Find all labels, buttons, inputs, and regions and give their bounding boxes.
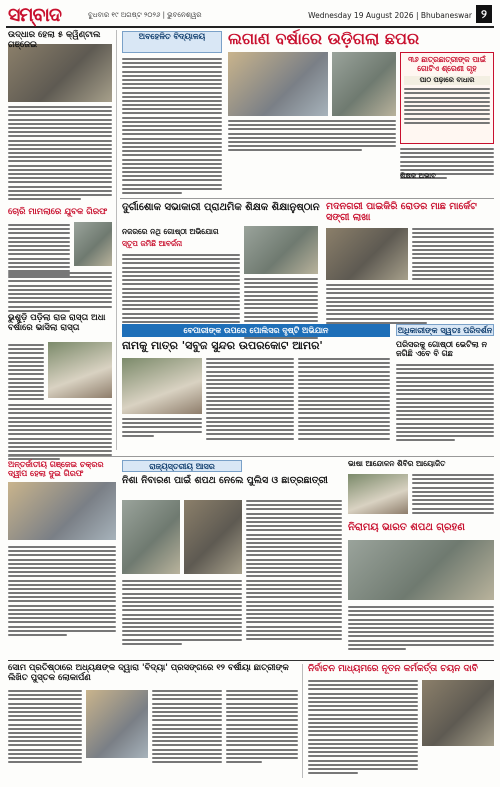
- oath-photo: [348, 540, 494, 600]
- lower-right-headline: ନିରାମୟ ଭାରତ ଶପଥ ଗ୍ରହଣ: [348, 522, 465, 533]
- camp-photo: [348, 474, 408, 514]
- page-number: ୨: [476, 5, 492, 23]
- strip-body-3: [122, 418, 202, 437]
- strip-headline: ନାମକୁ ମାତ୍ର 'ସବୁଜ ସୁନ୍ଦର ଉପରକୋଟ ଆମର': [122, 339, 323, 352]
- bottom-left-headline: ସୋମ ପ୍ରତିଷ୍ଠାରେ ଅଧ୍ୟକ୍ଷଙ୍କ ଦ୍ୱାରା 'ବିଦ୍ୟା' ପ୍ରସଙ୍ଗରେ ୧୨ ବର୍ଷୀୟା ଛାତ୍ରୀଙ୍କ ଲିଖିତ ପୁସ୍ତକ ଲୋକାର୍ପଣ: [8, 663, 289, 683]
- lead-story-body-2: [228, 120, 396, 151]
- garbage-photo: [244, 226, 318, 274]
- lead-story-body: [122, 58, 222, 194]
- bottom-left-body-3: [226, 690, 298, 763]
- section-rule-3: [8, 660, 494, 661]
- right-mid-body: [396, 364, 494, 441]
- right-top-box: [400, 52, 494, 144]
- mid-right-headline: ମଦନଗରୀ ପାଇକିରି ରୋଡର ମାଛ ମାର୍କେଟ ସଙ୍ଗୀ ଲାଖା: [326, 201, 477, 223]
- lower-center-body-2: [122, 580, 242, 645]
- section-tag: ଅବହେଳିତ ବିଦ୍ୟାଳୟ: [122, 31, 222, 53]
- mid-left-headline: ଦୁର୍ଗାଶୋକ ସଭାକାରୀ ପ୍ରାଥମିକ ଶିକ୍ଷକ ଶିକ୍ଷାନୁଷ୍ଠାନ: [122, 202, 320, 213]
- right-mid-kicker: ଅଧିକାରୀଙ୍କ ସ୍ୱତଃ ପରିଦର୍ଶନ: [397, 326, 493, 335]
- school-roof-photo-1: [228, 52, 328, 116]
- lower-right-body: [348, 606, 494, 650]
- masthead: [6, 4, 494, 28]
- collapsed-road-photo: [48, 342, 112, 398]
- left-story-2-headline: ଚୋରି ମାମଲାରେ ଯୁବକ ଗିରଫ: [8, 207, 108, 217]
- lower-center-tag: ରାଜ୍ୟସ୍ତରୀୟ ଆସର: [122, 460, 242, 472]
- left-story-2-body: [8, 224, 70, 276]
- seized-goods-photo: [8, 44, 112, 102]
- bottom-left-body-1: [8, 690, 82, 763]
- left-story-1-headline: ଉଦ୍ଧାର ହେଲା ୫ କ୍ୱିଣ୍ଟାଲ ଗଞ୍ଜେଇ: [8, 30, 101, 50]
- lead-headline: ଲଗାଣ ବର୍ଷାରେ ଉଡ଼ିଗଲା ଛପର: [228, 29, 420, 48]
- building-photo: [422, 680, 494, 746]
- accused-photo: [74, 222, 112, 266]
- school-roof-photo-2: [332, 52, 396, 116]
- strip-body-2: [298, 358, 390, 440]
- right-mid-headline: ପରିସରକୁ ଗୋଷ୍ଠୀ ଭେଟିଲା ନ ଜଗିଛି ଏବେ ବି ଗଛ: [396, 340, 488, 359]
- bottom-right-headline: ନିର୍ବାଚନ ମାଧ୍ୟମରେ ନୂତନ କର୍ମକର୍ତ୍ତା ଚୟନ ଦାବି: [308, 664, 478, 674]
- lower-right-small-body: [412, 474, 494, 514]
- edition-city: Bhubaneswar: [420, 11, 472, 20]
- book-launch-photo: [86, 690, 148, 758]
- column-rule: [116, 30, 117, 450]
- arrest-photo: [8, 482, 116, 540]
- bottom-right-body: [308, 680, 418, 774]
- lower-right-small-headline: ଭାଷା ଆନ୍ଦୋଳନ ଶିବିର ଆୟୋଜିତ: [348, 459, 446, 468]
- left-story-3-headline: ଭୁଶୁଡ଼ି ପଡ଼ିଲା ରାଜ ରାସ୍ତା ଅଧା ବର୍ଷାରେ ଭାସିଲା ରାସ୍ତା: [8, 313, 106, 333]
- edition-date-en: Wednesday 19 August 2026: [308, 11, 414, 20]
- garden-photo: [122, 358, 202, 414]
- lower-center-headline: ନିଶା ନିବାରଣ ପାଇଁ ଶପଥ ନେଲେ ପୁଲିସ ଓ ଛାତ୍ରଛାତ୍ରୀ: [122, 475, 328, 486]
- left-story-3-body-cont: [8, 404, 112, 460]
- bottom-left-body-2: [152, 690, 222, 763]
- fish-market-photo: [326, 228, 408, 280]
- mid-right-body: [412, 228, 494, 280]
- drive-banner: ବେପାରୀଙ୍କ ଉପରେ ପୋଲିସର ଦୃଷ୍ଟି ଅଭିଯାନ: [122, 324, 390, 337]
- right-top-subhead: ଶିକ୍ଷକ ଅଭାବ: [400, 172, 436, 180]
- lower-left-body: [8, 546, 116, 636]
- section-rule-2: [8, 456, 494, 457]
- left-story-1-body: [8, 106, 112, 200]
- right-top-headline: ୩୬ ଛାତ୍ରଛାତ୍ରୀଙ୍କ ପାଇଁ ଗୋଟିଏ ଶ୍ରେଣୀ ଗୃହ: [408, 55, 486, 73]
- right-top-kicker: ପାଠ ପଢ଼ାରେ ବାଧାର: [404, 76, 490, 85]
- mid-left-subhead-2: ସ୍ତୂପ ଜମିଛି ଆବର୍ଜନା: [122, 239, 183, 248]
- left-story-3-body: [8, 344, 44, 400]
- column-rule-bottom: [302, 664, 303, 778]
- edition-date: Wednesday 19 August 2026 | Bhubaneswar: [308, 11, 472, 20]
- lower-center-body-1: [246, 500, 342, 640]
- lower-left-headline: ଅନ୍ତର୍ଜାତୀୟ ଗଞ୍ଜେଇ ଚକ୍ରର ଦ୍ୱୀପ ହେଲା ଦୁଇ ଗିରଫ: [8, 460, 104, 479]
- right-top-body: [404, 88, 490, 124]
- section-rule: [120, 198, 494, 199]
- edition-date-odia: ବୁଧବାର ୧୯ ଅଗଷ୍ଟ ୨୦୨୬ | ଭୁବନେଶ୍ୱର: [88, 11, 202, 19]
- mid-right-body-2: [326, 284, 494, 324]
- newspaper-logo: ସମ୍ବାଦ: [8, 4, 61, 26]
- pledge-photo-2: [184, 500, 242, 574]
- mid-left-subhead-1: ନଜରରେ ନଥି ଗୋଷ୍ଠୀ ଅଭିଯୋଗ: [122, 227, 219, 236]
- strip-body-1: [206, 358, 294, 440]
- left-story-2-body-cont: [8, 272, 112, 312]
- pledge-photo-1: [122, 500, 180, 574]
